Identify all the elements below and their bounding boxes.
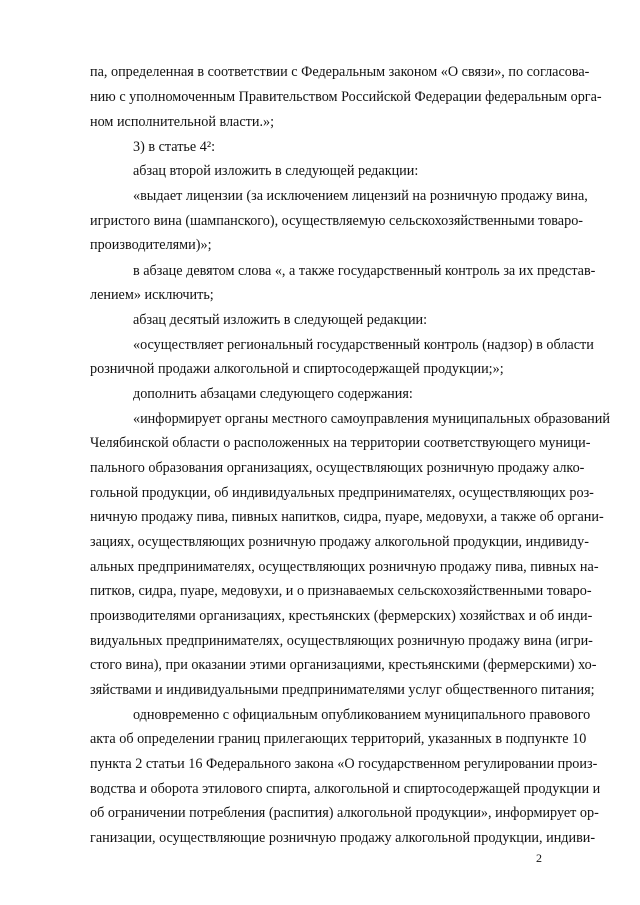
text-line: зяйствами и индивидуальными предпринимателями услуг общественного питания;: [90, 682, 595, 698]
text-line: абзац десятый изложить в следующей редакции:: [133, 312, 428, 328]
text-line: гольной продукции, об индивидуальных предпринимателях, осуществляющих роз-: [90, 485, 594, 501]
text-line: нию с уполномоченным Правительством Российской Федерации федеральным орга-: [90, 89, 602, 105]
text-line: одновременно с официальным опубликованием муниципального правового: [133, 707, 591, 723]
text-line: пункта 2 статьи 16 Федерального закона «О государственном регулировании произ-: [90, 756, 598, 772]
text-line: водства и оборота этилового спирта, алкогольной и спиртосодержащей продукции и: [90, 781, 601, 797]
page-number: 2: [536, 851, 542, 865]
text-line: акта об определении границ прилегающих территорий, указанных в подпункте 10: [90, 731, 587, 747]
text-line: ном исполнительной власти.»;: [90, 114, 275, 130]
text-line: 3) в статье 4²:: [133, 139, 216, 155]
text-line: ничную продажу пива, пивных напитков, сидра, пуаре, медовухи, а также об органи-: [90, 509, 604, 525]
text-line: Челябинской области о расположенных на территории соответствующего муници-: [90, 435, 591, 451]
text-line: «выдает лицензии (за исключением лицензий на розничную продажу вина,: [133, 188, 588, 204]
text-line: видуальных предпринимателях, осуществляющих розничную продажу вина (игри-: [90, 633, 593, 649]
text-line: питков, сидра, пуаре, медовухи, и о признаваемых сельскохозяйственными товаро-: [90, 583, 592, 599]
text-line: пального образования организациях, осуществляющих розничную продажу алко-: [90, 460, 585, 476]
text-line: производителями)»;: [90, 237, 212, 253]
text-line: «информирует органы местного самоуправления муниципальных образований: [133, 411, 610, 427]
text-line: об ограничении потребления (распития) алкогольной продукции», информирует ор-: [90, 805, 599, 821]
text-line: абзац второй изложить в следующей редакции:: [133, 163, 419, 179]
text-line: лением» исключить;: [90, 287, 214, 303]
text-line: в абзаце девятом слова «, а также государственный контроль за их представ-: [133, 263, 596, 279]
text-line: стого вина), при оказании этими организациями, крестьянскими (фермерскими) хо-: [90, 657, 597, 673]
text-line: производителями организациях, крестьянских (фермерских) хозяйствах и об инди-: [90, 608, 593, 624]
text-line: игристого вина (шампанского), осуществляемую сельскохозяйственными товаро-: [90, 213, 584, 229]
text-line: дополнить абзацами следующего содержания:: [133, 386, 413, 402]
text-line: ганизации, осуществляющие розничную продажу алкогольной продукции, индиви-: [90, 830, 596, 846]
text-line: альных предпринимателях, осуществляющих розничную продажу пива, пивных на-: [90, 559, 599, 575]
text-line: розничной продажи алкогольной и спиртосодержащей продукции;»;: [90, 361, 504, 377]
text-line: зациях, осуществляющих розничную продажу алкогольной продукции, индивиду-: [90, 534, 589, 550]
text-line: па, определенная в соответствии с Федеральным законом «О связи», по согласова-: [90, 64, 590, 80]
text-line: «осуществляет региональный государственный контроль (надзор) в области: [133, 337, 594, 353]
